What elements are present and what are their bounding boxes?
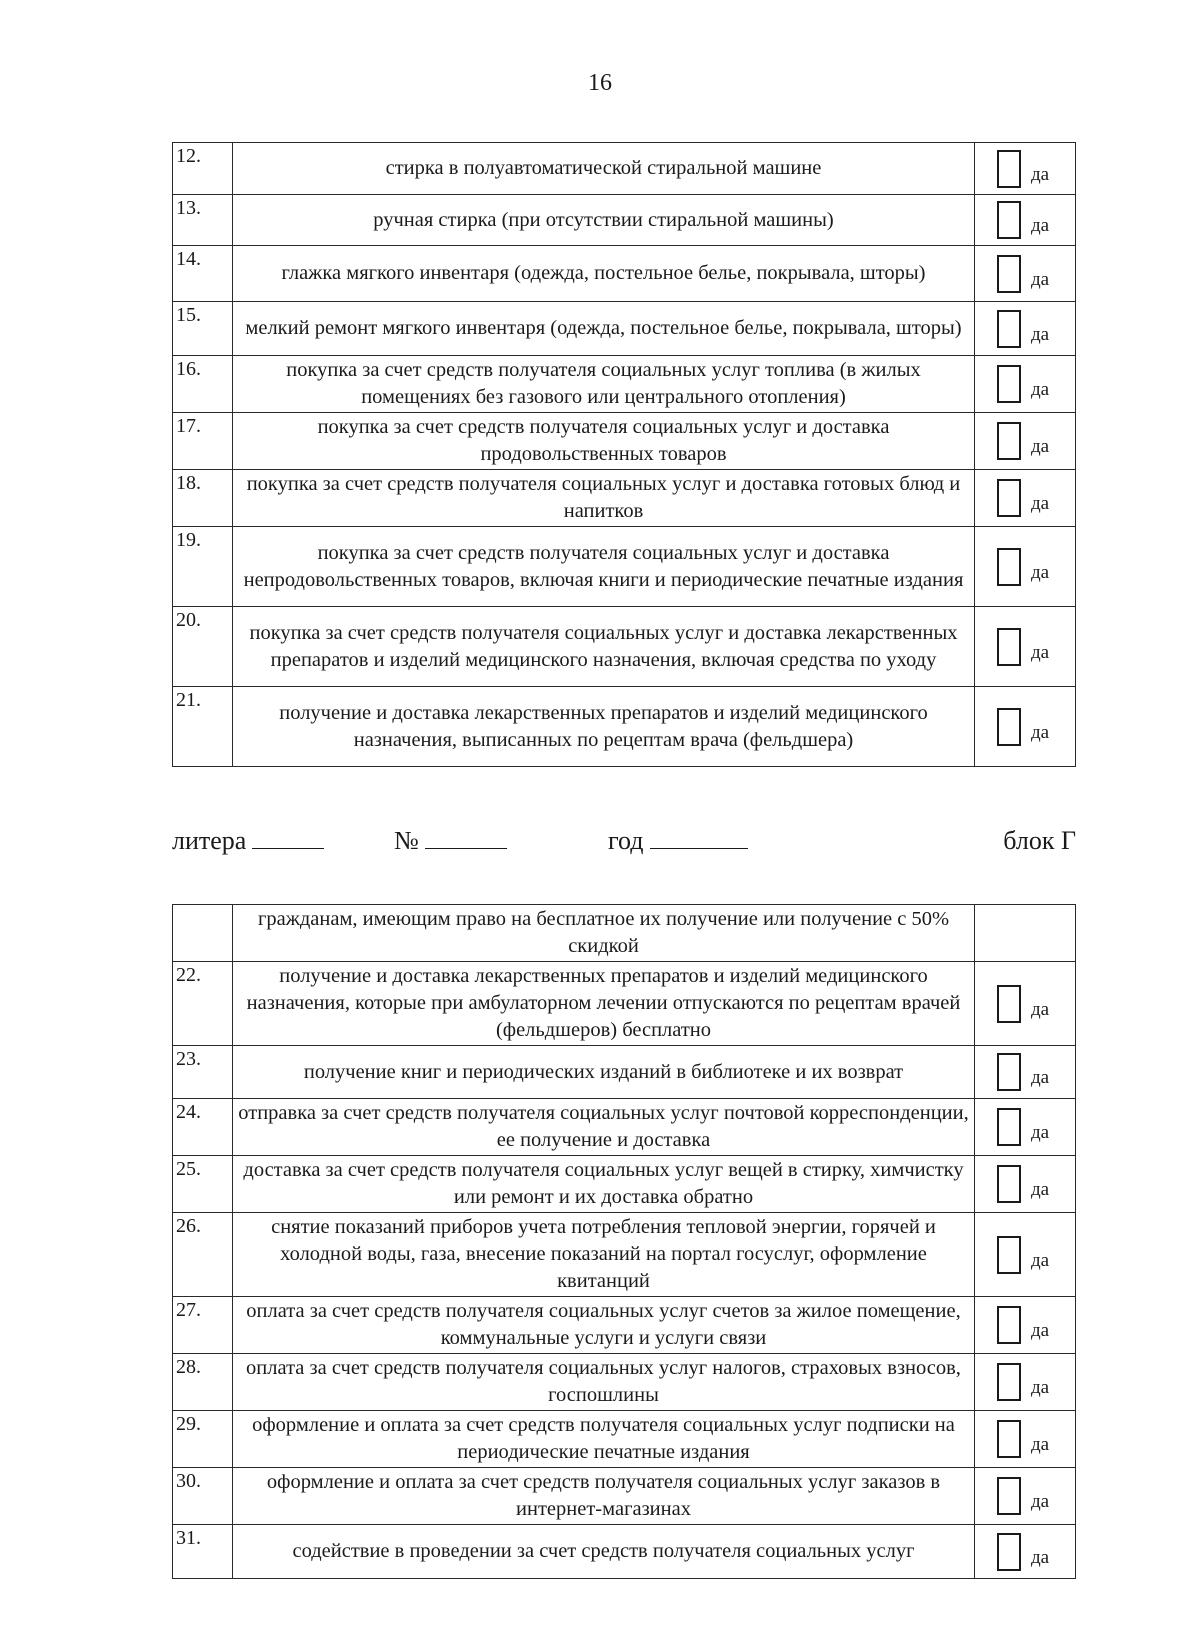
answer-cell [975,1099,1076,1156]
answer-yes-label: да [1031,493,1050,514]
service-row [173,1297,1076,1354]
answer-yes-label: да [1031,163,1050,185]
row-number: 23. [173,1046,233,1099]
answer-wrap [975,1053,1075,1091]
service-description: получение книг и периодических изданий в библиотеке и их возврат [233,1046,975,1099]
answer-cell [975,1213,1076,1297]
answer-cell [975,1354,1076,1411]
row-number: 20. [173,607,233,687]
service-row [173,302,1076,356]
answer-yes-label: да [1031,436,1050,457]
answer-wrap [975,1420,1075,1458]
service-description: доставка за счет средств получателя социальных услуг вещей в стирку, химчистку или ремонт и их доставка обратно [233,1156,975,1213]
service-row [173,356,1076,413]
service-description: оформление и оплата за счет средств получателя социальных услуг подписки на периодические печатные издания [233,1411,975,1468]
answer-yes-label: да [1031,215,1050,236]
answer-checkbox[interactable] [997,1533,1021,1571]
answer-checkbox[interactable] [997,1053,1021,1091]
answer-cell [975,356,1076,413]
record-header-line [172,826,1076,866]
answer-wrap [975,310,1075,348]
answer-checkbox[interactable] [997,1108,1021,1146]
number-label: № [394,826,419,855]
row-number [173,905,233,962]
answer-checkbox[interactable] [997,1306,1021,1344]
number-field [394,826,507,856]
answer-wrap [975,1165,1075,1203]
answer-yes-label: да [1031,1546,1050,1568]
service-row [173,1411,1076,1468]
service-description: гражданам, имеющим право на бесплатное их получение или получение с 50% скидкой [233,905,975,962]
answer-checkbox[interactable] [997,1363,1021,1401]
service-row [173,687,1076,767]
row-number: 24. [173,1099,233,1156]
service-description: снятие показаний приборов учета потребления тепловой энергии, горячей и холодной воды, газа, внесение показаний на портал госуслуг, оформление квитанций [233,1213,975,1297]
answer-yes-label: да [1031,1320,1050,1341]
answer-wrap [975,1108,1075,1146]
answer-yes-label: да [1031,641,1050,663]
row-number: 28. [173,1354,233,1411]
answer-checkbox[interactable] [997,365,1021,403]
answer-yes-label: да [1031,1377,1050,1398]
row-number: 26. [173,1213,233,1297]
answer-checkbox[interactable] [997,310,1021,348]
service-row [173,1525,1076,1579]
row-number: 31. [173,1525,233,1579]
answer-wrap [975,1363,1075,1401]
answer-checkbox[interactable] [997,548,1021,586]
service-description: оплата за счет средств получателя социальных услуг налогов, страховых взносов, госпошлины [233,1354,975,1411]
service-description: получение и доставка лекарственных препаратов и изделий медицинского назначения, выписанных по рецептам врача (фельдшера) [233,687,975,767]
answer-cell [975,905,1076,962]
answer-checkbox[interactable] [997,479,1021,517]
block-label: блок Г [1003,826,1076,855]
service-description: содействие в проведении за счет средств получателя социальных услуг [233,1525,975,1579]
answer-wrap [975,548,1075,586]
row-number: 18. [173,470,233,527]
answer-wrap [975,1477,1075,1515]
service-row [173,527,1076,607]
litera-blank[interactable] [252,826,324,849]
service-description: оформление и оплата за счет средств получателя социальных услуг заказов в интернет-магазинах [233,1468,975,1525]
answer-yes-label: да [1031,1067,1050,1088]
answer-cell [975,1468,1076,1525]
answer-cell [975,687,1076,767]
answer-cell [975,470,1076,527]
answer-yes-label: да [1031,1491,1050,1512]
services-table-2 [172,904,1076,1579]
answer-checkbox[interactable] [997,985,1021,1023]
answer-wrap [975,201,1075,239]
answer-cell [975,195,1076,246]
answer-cell [975,962,1076,1046]
service-description: покупка за счет средств получателя социальных услуг топлива (в жилых помещениях без газового или центрального отопления) [233,356,975,413]
services-table-1-body [173,143,1076,767]
answer-yes-label: да [1031,1179,1050,1200]
answer-cell [975,607,1076,687]
services-table-1 [172,142,1076,767]
service-description: стирка в полуавтоматической стиральной машине [233,143,975,195]
answer-wrap [975,479,1075,517]
answer-checkbox[interactable] [997,1420,1021,1458]
year-blank[interactable] [650,826,748,849]
service-row [173,962,1076,1046]
row-number: 25. [173,1156,233,1213]
services-table-2-body [173,905,1076,1579]
answer-checkbox[interactable] [997,708,1021,746]
answer-yes-label: да [1031,998,1050,1020]
litera-field [172,826,324,856]
row-number: 19. [173,527,233,607]
row-number: 22. [173,962,233,1046]
answer-cell [975,527,1076,607]
answer-wrap [975,150,1075,188]
service-row [173,607,1076,687]
service-description: покупка за счет средств получателя социальных услуг и доставка готовых блюд и напитков [233,470,975,527]
service-description: покупка за счет средств получателя социальных услуг и доставка продовольственных товаров [233,413,975,470]
service-description: получение и доставка лекарственных препаратов и изделий медицинского назначения, которые при амбулаторном лечении отпускаются по рецептам врачей (фельдшеров) бесплатно [233,962,975,1046]
row-number: 15. [173,302,233,356]
row-number: 30. [173,1468,233,1525]
service-row [173,905,1076,962]
service-row [173,1468,1076,1525]
answer-checkbox[interactable] [997,1165,1021,1203]
answer-cell [975,302,1076,356]
service-row [173,1156,1076,1213]
answer-cell [975,1525,1076,1579]
answer-checkbox[interactable] [997,150,1021,188]
number-blank[interactable] [425,826,507,849]
service-row [173,1099,1076,1156]
answer-cell [975,143,1076,195]
answer-wrap [975,255,1075,293]
answer-yes-label: да [1031,1434,1050,1455]
litera-label: литера [172,826,247,855]
answer-checkbox[interactable] [997,1236,1021,1274]
service-description: ручная стирка (при отсутствии стиральной машины) [233,195,975,246]
answer-cell [975,1156,1076,1213]
service-row [173,143,1076,195]
answer-checkbox[interactable] [997,628,1021,666]
service-description: покупка за счет средств получателя социальных услуг и доставка непродовольственных товаров, включая книги и периодические печатные издания [233,527,975,607]
answer-cell [975,413,1076,470]
service-row [173,246,1076,302]
answer-yes-label: да [1031,721,1050,743]
answer-checkbox[interactable] [997,201,1021,239]
row-number: 16. [173,356,233,413]
answer-yes-label: да [1031,561,1050,583]
service-row [173,470,1076,527]
row-number: 21. [173,687,233,767]
answer-wrap [975,1236,1075,1274]
answer-wrap [975,1306,1075,1344]
answer-cell [975,246,1076,302]
answer-wrap [975,708,1075,746]
service-description: мелкий ремонт мягкого инвентаря (одежда, постельное белье, покрывала, шторы) [233,302,975,356]
answer-wrap [975,628,1075,666]
service-description: глажка мягкого инвентаря (одежда, постельное белье, покрывала, шторы) [233,246,975,302]
service-row [173,413,1076,470]
answer-wrap [975,985,1075,1023]
answer-checkbox[interactable] [997,255,1021,293]
row-number: 27. [173,1297,233,1354]
answer-cell [975,1046,1076,1099]
answer-cell [975,1411,1076,1468]
answer-wrap [975,1533,1075,1571]
row-number: 13. [173,195,233,246]
answer-checkbox[interactable] [997,422,1021,460]
answer-yes-label: да [1031,323,1050,345]
service-description: оплата за счет средств получателя социальных услуг счетов за жилое помещение, коммунальные услуги и услуги связи [233,1297,975,1354]
row-number: 12. [173,143,233,195]
year-field [608,826,748,856]
service-row [173,1213,1076,1297]
answer-yes-label: да [1031,1122,1050,1143]
service-description: отправка за счет средств получателя социальных услуг почтовой корреспонденции, ее получение и доставка [233,1099,975,1156]
answer-wrap [975,365,1075,403]
row-number: 17. [173,413,233,470]
service-row [173,1354,1076,1411]
row-number: 29. [173,1411,233,1468]
answer-checkbox[interactable] [997,1477,1021,1515]
row-number: 14. [173,246,233,302]
answer-cell [975,1297,1076,1354]
service-row [173,1046,1076,1099]
answer-yes-label: да [1031,1249,1050,1271]
page-number: 16 [588,70,612,96]
answer-wrap [975,422,1075,460]
year-label: год [608,826,644,855]
answer-yes-label: да [1031,379,1050,400]
service-row [173,195,1076,246]
answer-yes-label: да [1031,268,1050,290]
service-description: покупка за счет средств получателя социальных услуг и доставка лекарственных препаратов и изделий медицинского назначения, включая средства по уходу [233,607,975,687]
